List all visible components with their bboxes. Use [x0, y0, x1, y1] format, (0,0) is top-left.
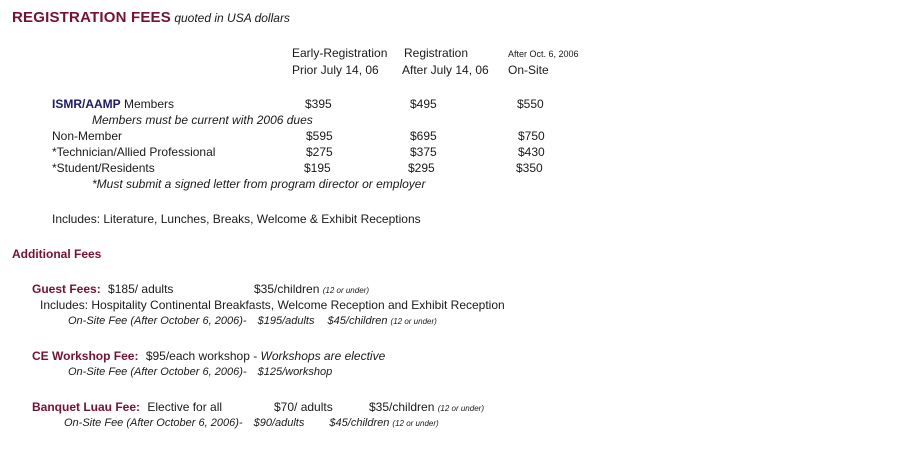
members-org-label: ISMR/AAMP [52, 97, 121, 111]
banquet-child-row [369, 400, 484, 414]
nonmember-regular-price: $695 [410, 129, 437, 143]
student-onsite-price: $350 [516, 161, 543, 175]
col-regular-header: Registration [404, 46, 469, 60]
banquet-onsite-row [64, 417, 439, 429]
members-label-text: Members [120, 97, 175, 111]
banquet-onsite-adult: $90/adults [253, 417, 305, 429]
ce-fee-price: $95/each workshop - [145, 349, 261, 363]
nonmember-onsite-price: $750 [518, 129, 545, 143]
banquet-onsite-child-note: (12 or under) [392, 419, 439, 428]
members-regular-price: $495 [410, 97, 437, 111]
banquet-elective-note: Elective for all [147, 400, 223, 414]
banquet-child-price: $35/children [369, 400, 435, 414]
ce-onsite-label: On-Site Fee (After October 6, 2006)- [68, 366, 247, 378]
members-early-price: $395 [305, 97, 332, 111]
student-early-price: $195 [304, 161, 331, 175]
guest-child-row [254, 282, 369, 296]
ce-onsite-price: $125/workshop [257, 366, 333, 378]
tech-regular-price: $375 [410, 145, 437, 159]
banquet-adult-price: $70/ adults [274, 400, 333, 414]
guest-fee-label: Guest Fees: [32, 282, 101, 296]
guest-onsite-adult: $195/adults [257, 315, 315, 327]
col-regular-date: After July 14, 06 [402, 63, 489, 77]
members-onsite-price: $550 [517, 97, 544, 111]
tech-early-price: $275 [306, 145, 333, 159]
student-note: *Must submit a signed letter from program director or employer [92, 177, 426, 191]
fee-row-members-label [52, 97, 174, 111]
banquet-fee-label: Banquet Luau Fee: [32, 400, 141, 414]
col-early-header: Early-Registration [292, 46, 388, 60]
page-title-row [12, 9, 290, 26]
additional-fees-heading: Additional Fees [12, 247, 102, 261]
page-title: REGISTRATION FEES [12, 9, 171, 26]
student-regular-price: $295 [408, 161, 435, 175]
banquet-onsite-label: On-Site Fee (After October 6, 2006)- [64, 417, 243, 429]
banquet-child-age-note: (12 or under) [437, 404, 484, 413]
guest-fee-row [32, 282, 173, 296]
guest-child-age-note: (12 or under) [322, 286, 369, 295]
student-label: *Student/Residents [52, 161, 155, 175]
nonmember-early-price: $595 [306, 129, 333, 143]
ce-fee-row [32, 349, 385, 363]
col-onsite-date: After Oct. 6, 2006 [508, 49, 579, 59]
guest-onsite-child: $45/children [327, 315, 388, 327]
col-early-date: Prior July 14, 06 [292, 63, 379, 77]
banquet-fee-row [32, 400, 222, 414]
ce-fee-note: Workshops are elective [260, 349, 386, 363]
ce-onsite-row [68, 366, 332, 378]
banquet-onsite-child: $45/children [329, 417, 390, 429]
guest-includes: Includes: Hospitality Continental Breakfasts, Welcome Reception and Exhibit Reception [40, 298, 505, 312]
guest-adult-price: $185/ adults [108, 282, 174, 296]
ce-fee-label: CE Workshop Fee: [32, 349, 139, 363]
nonmember-label: Non-Member [52, 129, 123, 143]
guest-child-price: $35/children [254, 282, 320, 296]
tech-onsite-price: $430 [518, 145, 545, 159]
page-subtitle: quoted in USA dollars [174, 11, 290, 25]
guest-onsite-row [68, 315, 437, 327]
col-onsite-header: On-Site [508, 63, 549, 77]
guest-onsite-child-note: (12 or under) [390, 317, 437, 326]
guest-onsite-label: On-Site Fee (After October 6, 2006)- [68, 315, 247, 327]
members-note: Members must be current with 2006 dues [92, 113, 313, 127]
registration-includes: Includes: Literature, Lunches, Breaks, Welcome & Exhibit Receptions [52, 212, 421, 226]
tech-label: *Technician/Allied Professional [52, 145, 216, 159]
